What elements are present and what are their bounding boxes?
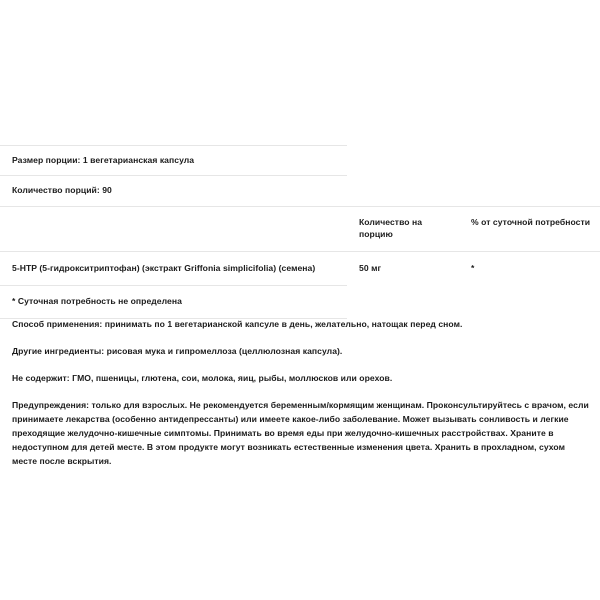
product-information-text xyxy=(12,318,590,469)
table-row-servings-per-container xyxy=(0,176,600,206)
footnote-spacer-3 xyxy=(459,286,600,318)
table-row xyxy=(0,251,600,285)
servings-spacer-3 xyxy=(459,176,600,206)
column-header-ingredient xyxy=(0,206,347,251)
column-header-percent-daily-value: % от суточной потребности xyxy=(459,206,600,251)
free-from-paragraph: Не содержит: ГМО, пшеницы, глютена, сои, молока, яиц, рыбы, моллюсков или орехов. xyxy=(12,373,393,384)
table-header-row xyxy=(0,206,600,251)
ingredient-amount-cell: 50 мг xyxy=(347,251,459,285)
daily-value-footnote: * Суточная потребность не определена xyxy=(0,286,347,318)
servings-spacer-2 xyxy=(347,176,459,206)
table-row-serving-size xyxy=(0,146,600,176)
table-row-footnote xyxy=(0,286,600,318)
footnote-spacer-2 xyxy=(347,286,459,318)
servings-per-container-cell: Количество порций: 90 xyxy=(0,176,347,206)
serving-size-spacer-3 xyxy=(459,146,600,176)
warnings-paragraph: Предупреждения: только для взрослых. Не рекомендуется беременным/кормящим женщинам. Проконсультируйтесь с врачом, если принимаете лекарства (особенно антидепрессанты) или имеете какое-либо заболевание. Может вызывать сонливость и легкие преходящие желудочно-кишечные симптомы. Принимать во время еды при желудочно-кишечных расстройствах. Храните в недоступном для детей месте. В этом продукте могут возникать естественные изменения цвета. Хранить в прохладном, сухом месте после вскрытия. xyxy=(12,400,589,466)
serving-size-cell: Размер порции: 1 вегетарианская капсула xyxy=(0,146,347,176)
column-header-amount-per-serving: Количество на порцию xyxy=(347,206,459,251)
other-ingredients-paragraph: Другие ингредиенты: рисовая мука и гипромеллоза (целлюлозная капсула). xyxy=(12,346,343,357)
directions-paragraph: Способ применения: принимать по 1 вегетарианской капсуле в день, желательно, натощак перед сном. xyxy=(12,319,463,329)
serving-size-spacer-2 xyxy=(347,146,459,176)
supplement-facts-table xyxy=(0,145,600,320)
ingredient-daily-value-cell: * xyxy=(459,251,600,285)
ingredient-name-cell: 5-HTP (5-гидрокситриптофан) (экстракт Griffonia simplicifolia) (семена) xyxy=(0,251,347,285)
